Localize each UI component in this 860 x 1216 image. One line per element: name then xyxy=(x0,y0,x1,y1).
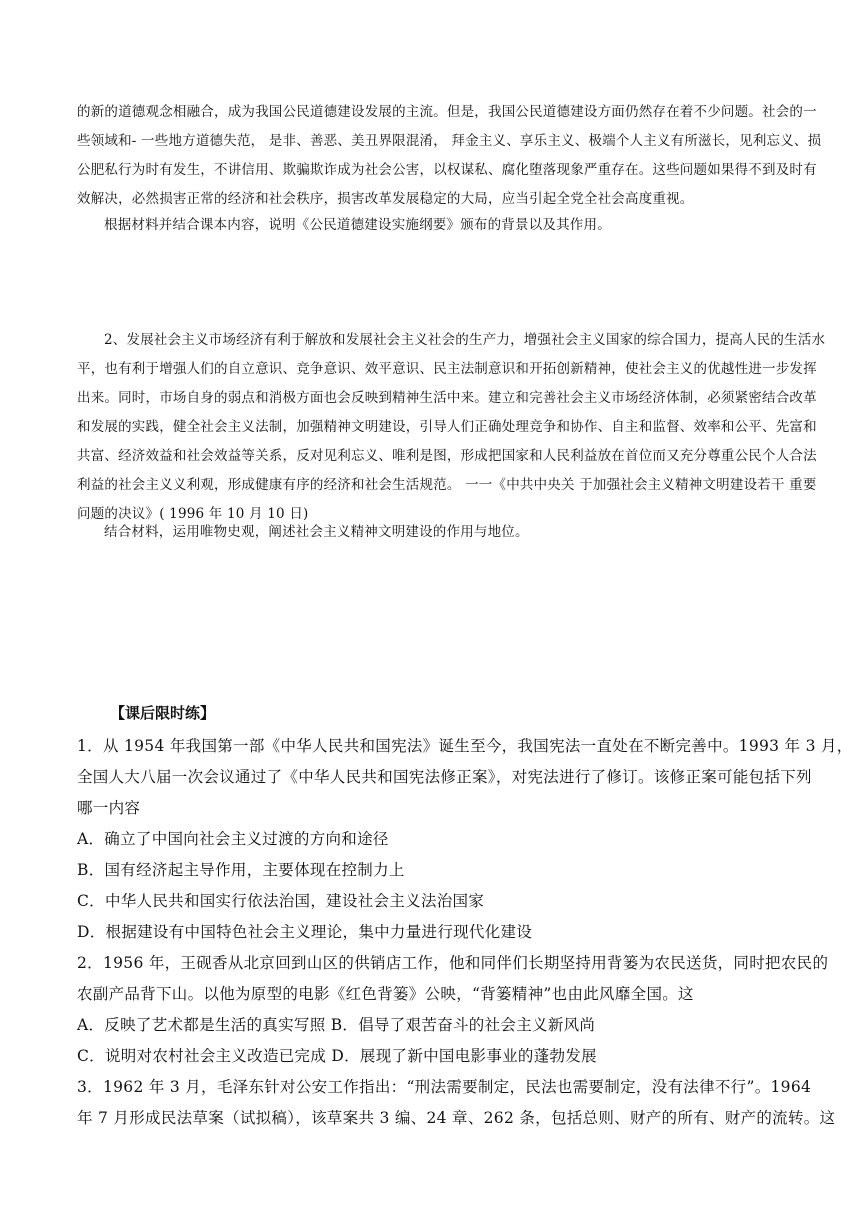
question-1-stem: 1．从 1954 年我国第一部《中华人民共和国宪法》诞生至今，我国宪法一直处在不断完善中。1993 年 3 月， xyxy=(77,737,853,755)
text-line: 问题的决议》( 1996 年 10 月 10 日) xyxy=(77,506,309,522)
question-3-stem: 年 7 月形成民法草案（试拟稿），该草案共 3 编、24 章、262 条，包括总则、财产的所有、财产的流转。这 xyxy=(77,1109,836,1127)
question-2-options-ab: A．反映了艺术都是生活的真实写照 B．倡导了艰苦奋斗的社会主义新风尚 xyxy=(77,1016,596,1034)
material-1-question: 根据材料并结合课本内容，说明《公民道德建设实施纲要》颁布的背景以及其作用。 xyxy=(104,217,611,233)
question-2-stem: 农副产品背下山。以他为原型的电影《红色背篓》公映，“背篓精神”也由此风靡全国。这 xyxy=(77,985,694,1003)
question-1-stem: 全国人大八届一次会议通过了《中华人民共和国宪法修正案》，对宪法进行了修订。该修正案可能包括下列 xyxy=(77,768,812,786)
text-line: 共富、经济效益和社会效益等关系，反对见利忘义、唯利是图，形成把国家和人民利益放在首位而又充分尊重公民个人合法 xyxy=(77,448,817,464)
text-line: 的新的道德观念相融合，成为我国公民道德建设发展的主流。但是，我国公民道德建设方面仍然存在着不少问题。社会的一 xyxy=(77,104,817,120)
question-1-option-d: D．根据建设有中国特色社会主义理论，集中力量进行现代化建设 xyxy=(77,923,533,941)
question-1-stem: 哪一内容 xyxy=(77,799,141,817)
question-2-stem: 2．1956 年，王砚香从北京回到山区的供销店工作，他和同伴们长期坚持用背篓为农民送货，同时把农民的 xyxy=(77,954,829,972)
question-1-option-c: C．中华人民共和国实行依法治国，建设社会主义法治国家 xyxy=(77,892,485,910)
text-line: 效解决，必然损害正常的经济和社会秩序，损害改革发展稳定的大局，应当引起全党全社会高度重视。 xyxy=(77,191,694,207)
text-line: 些领域和- 一些地方道德失范， 是非、善恶、美丑界限混淆， 拜金主义、享乐主义、极端个人主义有所滋长，见利忘义、损 xyxy=(77,133,822,149)
question-1-option-a: A．确立了中国向社会主义过渡的方向和途径 xyxy=(77,830,389,848)
text-line: 和发展的实践，健全社会主义法制，加强精神文明建设，引导人们正确处理竞争和协作、自主和监督、效率和公平、先富和 xyxy=(77,419,817,435)
question-3-stem: 3．1962 年 3 月，毛泽东针对公安工作指出：“刑法需要制定，民法也需要制定，没有法律不行”。1964 xyxy=(77,1078,812,1096)
text-line: 出来。同时，市场自身的弱点和消极方面也会反映到精神生活中来。建立和完善社会主义市场经济体制，必须紧密结合改革 xyxy=(77,390,817,406)
section-heading: 【课后限时练】 xyxy=(110,704,216,722)
material-1-paragraph xyxy=(77,98,822,214)
text-line: 2、发展社会主义市场经济有利于解放和发展社会主义社会的生产力，增强社会主义国家的综合国力，提高人民的生活水 xyxy=(104,332,826,348)
practice-questions xyxy=(77,731,853,1134)
text-line: 公肥私行为时有发生，不讲信用、欺骗欺诈成为社会公害，以权谋私、腐化堕落现象严重存在。这些问题如果得不到及时有 xyxy=(77,162,817,178)
question-1-option-b: B．国有经济起主导作用，主要体现在控制力上 xyxy=(77,861,405,879)
material-2-question: 结合材料，运用唯物史观，阐述社会主义精神文明建设的作用与地位。 xyxy=(104,524,529,540)
material-2-paragraph xyxy=(77,326,826,529)
text-line: 平，也有利于增强人们的自立意识、竞争意识、效平意识、民主法制意识和开拓创新精神，使社会主义的优越性进一步发挥 xyxy=(77,361,817,377)
question-2-options-cd: C．说明对农村社会主义改造已完成 D．展现了新中国电影事业的蓬勃发展 xyxy=(77,1047,597,1065)
text-line: 利益的社会主义义利观，形成健康有序的经济和社会生活规范。 一一《中共中央关 于加强社会主义精神文明建设若干 重要 xyxy=(77,477,817,493)
